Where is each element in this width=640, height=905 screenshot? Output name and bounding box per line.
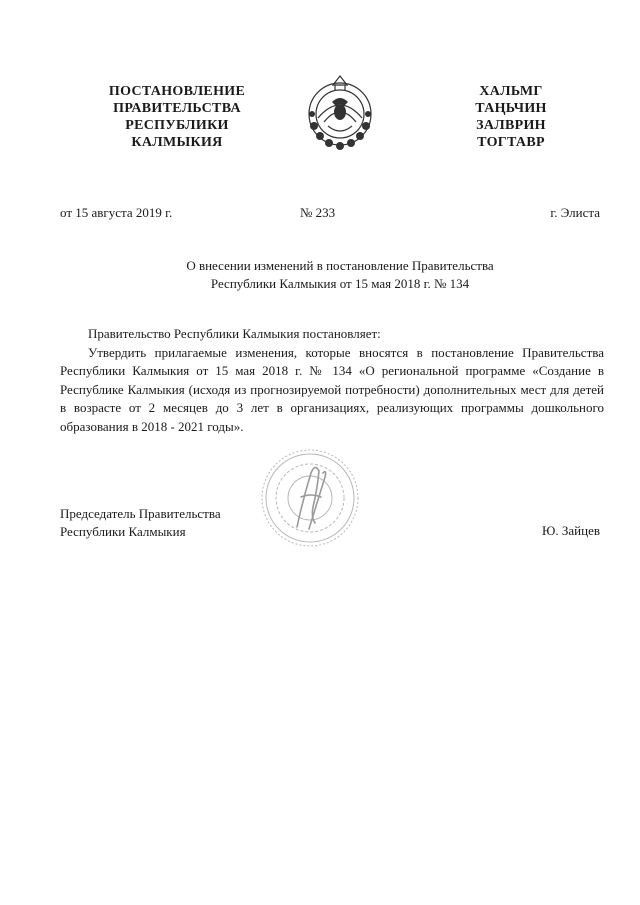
header-right-title <box>446 83 576 151</box>
document-number: № 233 <box>300 205 336 220</box>
header-left-line: РЕСПУБЛИКИ <box>125 118 229 133</box>
header-left-line: КАЛМЫКИЯ <box>131 135 223 150</box>
body-intro: Правительство Республики Калмыкия постановляет: <box>88 326 381 341</box>
body-main-paragraph: Утвердить прилагаемые изменения, которые вносятся в постановление Правительства Республики Калмыкия от 15 мая 2018 г. № 134 «О региональной программе «Создание в Республике Калмыкия (исходя из прогнозируемой потребности) дополнительных мест для детей в возрасте от 2 месяцев до 3 лет в организациях, реализующих программы дошкольного образования в 2018 - 2021 годы». <box>60 344 604 434</box>
subject-line: Республики Калмыкия от 15 мая 2018 г. № 134 <box>210 276 470 291</box>
header-right-line: ТОГТАВР <box>477 135 545 150</box>
header-right-line: ЗАЛВРИН <box>476 118 546 133</box>
official-seal-stamp <box>259 447 361 549</box>
document-date: от 15 августа 2019 г. <box>60 205 173 220</box>
signer-name: Ю. Зайцев <box>542 523 600 538</box>
document-subject <box>80 257 600 293</box>
signature-title-line: Председатель Правительства <box>60 506 221 521</box>
header-left-line: ПРАВИТЕЛЬСТВА <box>113 101 241 116</box>
header-right-line: ХАЛЬМГ <box>479 84 543 99</box>
document-place: г. Элиста <box>550 205 600 220</box>
header-left-line: ПОСТАНОВЛЕНИЕ <box>108 84 246 99</box>
header-right-line: ТАҢЬЧИН <box>475 101 547 116</box>
signature-title-line: Республики Калмыкия <box>60 524 186 539</box>
document-body <box>60 325 604 436</box>
coat-of-arms-emblem <box>304 72 376 154</box>
subject-line: О внесении изменений в постановление Правительства <box>186 258 494 273</box>
header-left-title <box>92 83 262 151</box>
signature-title <box>60 505 221 541</box>
